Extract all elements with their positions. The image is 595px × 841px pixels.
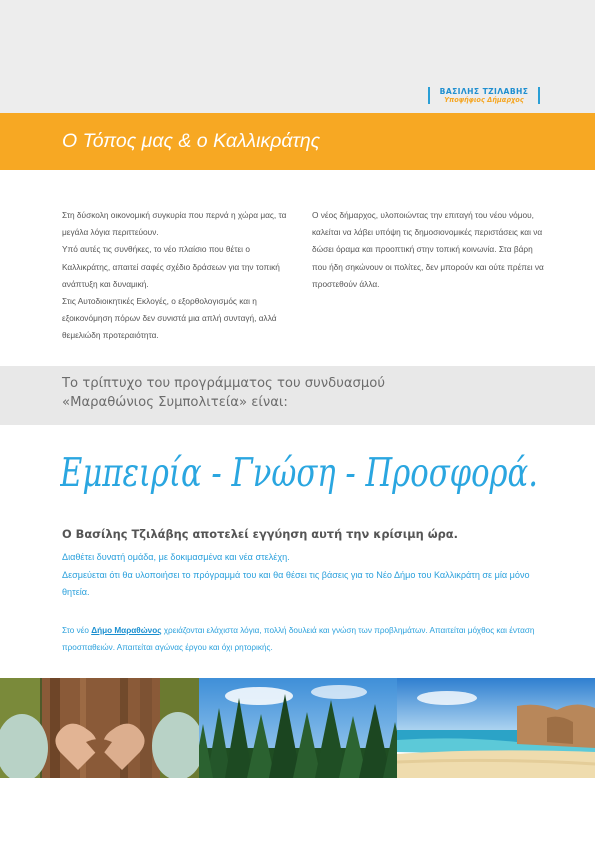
left-paragraph-3: Στις Αυτοδιοικητικές Εκλογές, ο εξορθολογισμός και η εξοικονόμηση πόρων δεν συνιστά μια απλή συνταγή, αλλά θεμελιώδη προτεραιότητα. — [62, 296, 277, 341]
commitment-line-1: Διαθέτει δυνατή ομάδα, με δοκιμασμένα και νέα στελέχη. — [62, 552, 290, 562]
closing-prefix: Στο νέο — [62, 626, 92, 635]
closing-text — [62, 623, 542, 656]
triptych-intro-line-2: «Μαραθώνιος Συμπολιτεία» είναι: — [62, 395, 288, 410]
right-column — [312, 207, 548, 293]
section-title: Ο Τόπος μας & ο Καλλικράτης — [62, 130, 321, 152]
commitment-line-2: Δεσμεύεται ότι θα υλοποιήσει το πρόγραμμά του και θα θέσει τις βάσεις για το Νέο Δήμο του Καλλικράτη σε μία μόνο θητεία. — [62, 569, 530, 597]
right-paragraph-1: Ο νέος δήμαρχος, υλοποιώντας την επιταγή του νέου νόμου, καλείται να λάβει υπόψη τις δημοσιονομικές περιστάσεις και να δώσει όραμα και προοπτική στην τοπική κοινωνία. Στα βάρη που ήδη σηκώνουν οι πολίτες, δεν μπορούν και ούτε πρέπει να προστεθούν άλλα. — [312, 210, 544, 289]
photo-strip — [0, 678, 595, 778]
closing-suffix: χρειάζονται ελάχιστα λόγια, πολλή δουλειά και γνώση των προβλημάτων. Απαιτείται μόχθος και ένταση προσπαθειών. Απαιτείται αγώνας έργου και όχι ρητορικής. — [62, 626, 535, 652]
left-paragraph-1: Στη δύσκολη οικονομική συγκυρία που περνά η χώρα μας, τα μεγάλα λόγια περιττεύουν. — [62, 210, 287, 238]
commitments — [62, 549, 542, 602]
left-paragraph-2: Υπό αυτές τις συνθήκες, το νέο πλαίσιο που θέτει ο Καλλικράτης, απαιτεί σαφές σχέδιο δράσεων για την τοπική ανάπτυξη και δυναμική. — [62, 244, 280, 289]
brand-bar-right — [538, 87, 540, 104]
slogan — [60, 442, 540, 502]
brand-logo — [428, 87, 540, 104]
photo-pine-forest — [199, 678, 397, 778]
photo-hands-heart-tree — [0, 678, 199, 778]
triptych-intro-band — [0, 366, 595, 425]
brand-name: ΒΑΣΙΛΗΣ ΤΖΙΛΑΒΗΣ — [439, 87, 529, 96]
top-band — [0, 0, 595, 113]
slogan-text: Εμπειρία - Γνώση - Προσφορά. — [60, 451, 538, 496]
left-column — [62, 207, 298, 345]
municipality-name: Δήμο Μαραθώνος — [91, 626, 162, 635]
brand-bar-left — [428, 87, 430, 104]
headline: Ο Βασίλης Τζιλάβης αποτελεί εγγύηση αυτή την κρίσιμη ώρα. — [62, 527, 458, 541]
section-title-band — [0, 113, 595, 170]
brand-subtitle: Υποψήφιος Δήμαρχος — [444, 96, 524, 104]
photo-beach-coast — [397, 678, 595, 778]
closing-paragraph — [62, 623, 542, 656]
triptych-intro-line-1: Το τρίπτυχο του προγράμματος του συνδυασμού — [62, 376, 385, 391]
slogan-graphic — [60, 442, 540, 502]
